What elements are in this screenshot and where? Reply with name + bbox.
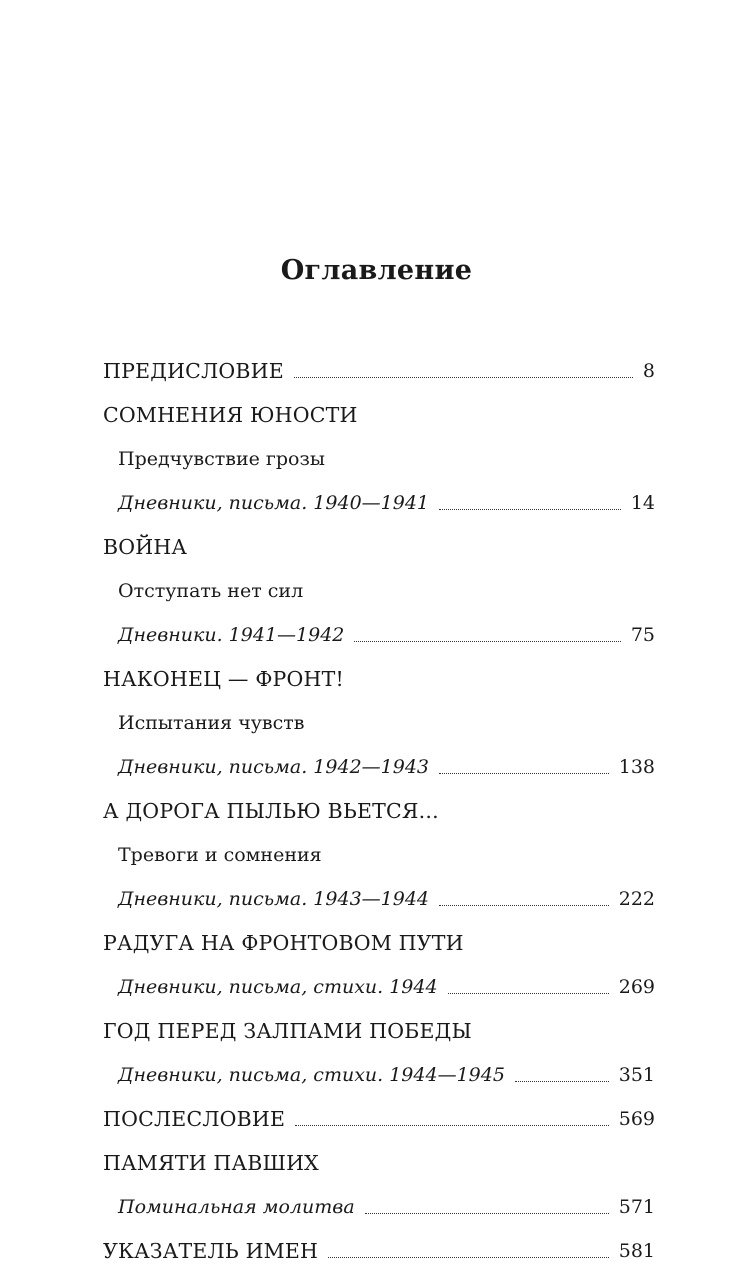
toc-entry-label: Предчувствие грозы [118,448,325,470]
toc-page-number: 14 [630,492,655,514]
toc-entry-label: Поминальная молитва [118,1196,355,1218]
toc-entry[interactable] [103,472,655,516]
toc-section-heading[interactable] [103,516,655,560]
toc-entry-label: НАКОНЕЦ — ФРОНТ! [103,667,344,691]
dot-leader [439,509,621,510]
toc-section-heading[interactable] [103,1132,655,1176]
toc-page-number: 8 [642,360,655,382]
toc-entry[interactable] [103,868,655,912]
toc-entry-label: Дневники, письма, стихи. 1944—1945 [118,1064,505,1086]
toc-page-number: 351 [618,1064,655,1086]
dot-leader [294,377,633,378]
toc-subtitle [103,428,655,472]
toc-entry-label: СОМНЕНИЯ ЮНОСТИ [103,403,358,427]
toc-section-heading[interactable] [103,1000,655,1044]
toc-subtitle [103,692,655,736]
toc-entry-name-index[interactable] [103,1220,655,1264]
toc-entry-afterword[interactable] [103,1088,655,1132]
dot-leader [515,1081,609,1082]
toc-section-heading[interactable] [103,780,655,824]
toc-entry-preface[interactable] [103,340,655,384]
toc-entry-label: Дневники, письма. 1940—1941 [118,492,430,514]
toc-page-number: 222 [618,888,655,910]
toc-page-number: 269 [618,976,655,998]
toc-entry-label: Дневники, письма, стихи. 1944 [118,976,438,998]
toc-entry[interactable] [103,956,655,1000]
dot-leader [439,905,609,906]
dot-leader [328,1257,609,1258]
toc-section-heading[interactable] [103,912,655,956]
toc-section-heading[interactable] [103,648,655,692]
dot-leader [295,1125,609,1126]
toc-entry[interactable] [103,1044,655,1088]
toc-page-number: 75 [630,624,655,646]
toc-entry-label: Дневники, письма. 1943—1944 [118,888,430,910]
toc-entry-label: УКАЗАТЕЛЬ ИМЕН [103,1239,319,1263]
toc-entry-label: Тревоги и сомнения [118,844,322,866]
table-of-contents [103,340,655,1264]
toc-entry-label: ПРЕДИСЛОВИЕ [103,359,284,383]
toc-entry-label: ПАМЯТИ ПАВШИХ [103,1151,319,1175]
toc-entry-label: ГОД ПЕРЕД ЗАЛПАМИ ПОБЕДЫ [103,1019,472,1043]
toc-entry-label: Испытания чувств [118,712,305,734]
toc-entry-label: РАДУГА НА ФРОНТОВОМ ПУТИ [103,931,464,955]
toc-entry[interactable] [103,604,655,648]
toc-entry[interactable] [103,1176,655,1220]
toc-page-number: 569 [618,1108,655,1130]
toc-entry-label: Дневники. 1941—1942 [118,624,345,646]
toc-entry-label: А ДОРОГА ПЫЛЬЮ ВЬЕТСЯ... [103,799,439,823]
toc-subtitle [103,560,655,604]
toc-entry[interactable] [103,736,655,780]
toc-page-number: 571 [618,1196,655,1218]
toc-subtitle [103,824,655,868]
toc-entry-label: Отступать нет сил [118,580,304,602]
toc-section-heading[interactable] [103,384,655,428]
dot-leader [439,773,609,774]
toc-page-number: 138 [618,756,655,778]
dot-leader [365,1213,609,1214]
page-title: Оглавление [280,255,473,286]
toc-entry-label: ПОСЛЕСЛОВИЕ [103,1107,286,1131]
toc-page-number: 581 [618,1240,655,1262]
dot-leader [354,641,620,642]
toc-entry-label: ВОЙНА [103,535,188,559]
toc-entry-label: Дневники, письма. 1942—1943 [118,756,430,778]
dot-leader [448,993,609,994]
